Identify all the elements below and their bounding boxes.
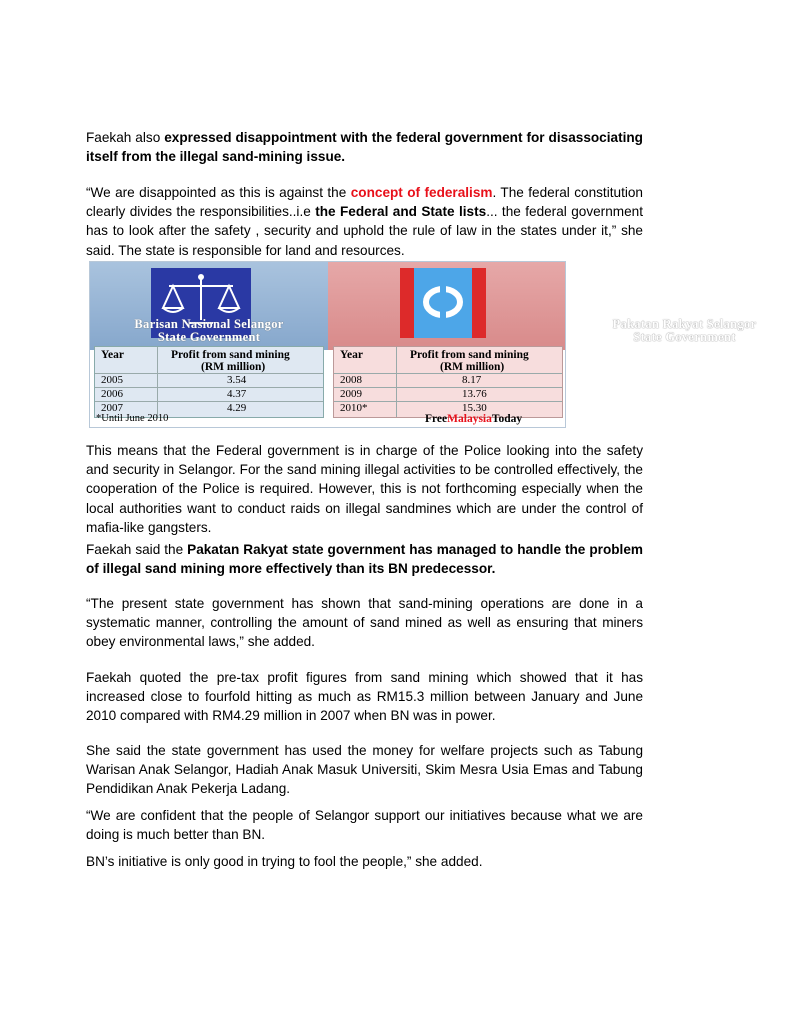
bn-year-cell: 2007 bbox=[101, 402, 123, 414]
pr-title: Pakatan Rakyat Selangor State Government bbox=[612, 317, 757, 344]
paragraph-7: She said the state government has used the money for welfare projects such as Tabung Warisan Anak Selangor, Hadiah Anak Masuk Universiti, Skim Mesra Usia Emas and Tabung Pendidikan Anak Pekerja Ladang. bbox=[86, 743, 643, 797]
paragraph-9: BN’s initiative is only good in trying to fool the people,” she added. bbox=[86, 854, 483, 869]
bn-profit-header: Profit from sand mining bbox=[171, 349, 290, 361]
bn-unit-header: (RM million) bbox=[201, 361, 266, 373]
pr-value-cell: 13.76 bbox=[462, 388, 487, 400]
pr-year-cell: 2009 bbox=[340, 388, 362, 400]
pr-value-cell: 15.30 bbox=[462, 402, 487, 414]
bn-value-cell: 4.29 bbox=[227, 402, 247, 414]
paragraph-5: “The present state government has shown that sand-mining operations are done in a systematic manner, controlling the amount of sand mined as well as ensuring that miners obey environmental laws,” she added. bbox=[86, 596, 643, 650]
pr-party-logo-icon bbox=[400, 268, 486, 338]
pr-year-header: Year bbox=[340, 349, 363, 361]
paragraph-2: “We are disappointed as this is against the concept of federalism. The federal constitution clearly divides the responsibilities..i.e the Federal and State lists... the federal government has to look after the safety , security and uphold the rule of law in the states under it,” she said. The state is responsible for land and resources. bbox=[86, 185, 643, 258]
pr-unit-header: (RM million) bbox=[440, 361, 505, 373]
paragraph-8: “We are confident that the people of Selangor support our initiatives because what we are doing is much better than BN. bbox=[86, 808, 643, 843]
bn-year-cell: 2005 bbox=[101, 374, 123, 386]
paragraph-4: Faekah said the Pakatan Rakyat state government has managed to handle the problem of illegal sand mining more effectively than its BN predecessor. bbox=[86, 542, 643, 577]
paragraph-3: This means that the Federal government is in charge of the Police looking into the safety and security in Selangor. For the sand mining illegal activities to be controlled effectively, the cooperation of the Police is required. However, this is not forthcoming especially when the local authorities want to conduct raids on illegal sandmines which are under the control of mafia-like gangsters. bbox=[86, 443, 643, 535]
bn-profit-table bbox=[94, 346, 324, 418]
paragraph-1: Faekah also expressed disappointment with the federal government for disassociating itself from the illegal sand-mining issue. bbox=[86, 130, 643, 165]
pr-year-cell: 2008 bbox=[340, 374, 362, 386]
bn-value-cell: 3.54 bbox=[227, 374, 247, 386]
pr-profit-header: Profit from sand mining bbox=[410, 349, 529, 361]
pr-header-panel bbox=[328, 262, 757, 350]
sand-mining-profit-infographic bbox=[89, 261, 757, 428]
bn-header-panel bbox=[90, 262, 328, 350]
pr-profit-table bbox=[333, 346, 563, 418]
bn-year-header: Year bbox=[101, 349, 124, 361]
footnote: *Until June 2010 bbox=[96, 413, 169, 424]
pr-year-cell: 2010* bbox=[340, 402, 368, 414]
pr-value-cell: 8.17 bbox=[462, 374, 482, 386]
bn-year-cell: 2006 bbox=[101, 388, 123, 400]
bn-title: Barisan Nasional Selangor State Government bbox=[134, 317, 284, 344]
paragraph-6: Faekah quoted the pre-tax profit figures from sand mining which showed that it has increased close to fourfold hitting as much as RM15.3 million between January and June 2010 compared with RM4.29 million in 2007 when BN was in power. bbox=[86, 670, 643, 724]
source-brand: FreeMalaysiaToday bbox=[425, 413, 523, 425]
bn-value-cell: 4.37 bbox=[227, 388, 247, 400]
